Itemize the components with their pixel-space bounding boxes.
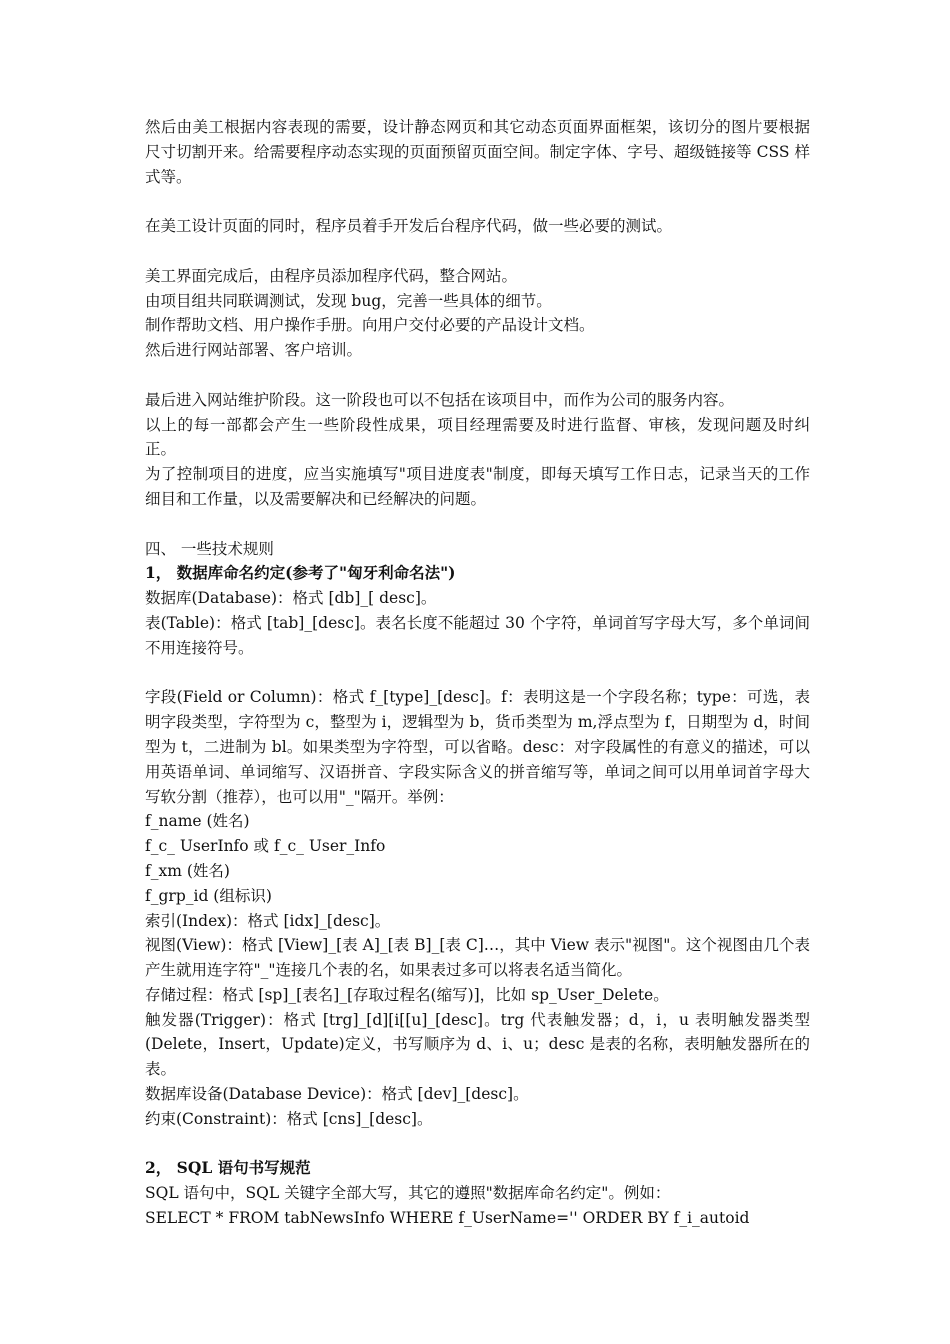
paragraph-gap: [145, 661, 810, 686]
text-line: 制作帮助文档、用户操作手册。向用户交付必要的产品设计文档。: [145, 316, 595, 335]
example-line: f_xm (姓名): [145, 861, 230, 880]
paragraph: 在美工设计页面的同时，程序员着手开发后台程序代码，做一些必要的测试。: [145, 217, 673, 236]
subsection-heading: 1， 数据库命名约定(参考了"匈牙利命名法"): [145, 563, 456, 583]
text-line: 索引(Index)：格式 [idx]_[desc]。: [145, 911, 391, 930]
text-line: 表(Table)：格式 [tab]_[desc]。表名长度不能超过 30 个字符，单词首写字母大写，多个单词间不用连接符号。: [145, 613, 810, 657]
example-line: f_c_ UserInfo 或 f_c_ User_Info: [145, 837, 386, 856]
paragraph-gap: [145, 189, 810, 214]
paragraph-gap: [145, 1132, 810, 1157]
text-line: 然后进行网站部署、客户培训。: [145, 341, 363, 360]
paragraph-gap: [145, 363, 810, 388]
text-line: 触发器(Trigger)：格式 [trg]_[d][i[[u]_[desc]。trg 代表触发器；d，i，u 表明触发器类型(Delete，Insert，Update)定义，书写顺序为 d、i、u；desc 是表的名称，表明触发器所在的表。: [145, 1010, 810, 1079]
text-line: 为了控制项目的进度，应当实施填写"项目进度表"制度，即每天填写工作日志，记录当天的工作细目和工作量，以及需要解决和已经解决的问题。: [145, 465, 810, 508]
document-page: [145, 115, 810, 1231]
paragraph: 然后由美工根据内容表现的需要，设计静态网页和其它动态页面界面框架，该切分的图片要根据尺寸切割开来。给需要程序动态实现的页面预留页面空间。制定字体、字号、超级链接等 CSS 样式等。: [145, 118, 810, 186]
text-line: 视图(View)：格式 [View]_[表 A]_[表 B]_[表 C]…，其中 View 表示"视图"。这个视图由几个表产生就用连字符"_"连接几个表的名，如果表过多可以将表名适当简化。: [145, 936, 810, 980]
text-line: 由项目组共同联调测试，发现 bug，完善一些具体的细节。: [145, 291, 552, 310]
example-line: f_grp_id (组标识): [145, 886, 272, 905]
text-line: 最后进入网站维护阶段。这一阶段也可以不包括在该项目中，而作为公司的服务内容。: [145, 390, 735, 409]
text-line: SQL 语句中，SQL 关键字全部大写，其它的遵照"数据库命名约定"。例如：: [145, 1184, 671, 1203]
text-line: 字段(Field or Column)：格式 f_[type]_[desc]。f：表明这是一个字段名称；type：可选，表明字段类型，字符型为 c，整型为 i，逻辑型为 b，货币类型为 m,浮点型为 f，日期型为 d，时间型为 t，二进制为 bl。如果类型为字符型，可以省略。desc：对字段属性的有意义的描述，可以用英语单词、单词缩写、汉语拼音、字段实际含义的拼音缩写等，单词之间可以用单词首字母大写软分割（推荐），也可以用"_"隔开。举例：: [145, 688, 810, 806]
text-line: 存储过程：格式 [sp]_[表名]_[存取过程名(缩写)]，比如 sp_User_Delete。: [145, 985, 669, 1004]
subsection-heading: 2， SQL 语句书写规范: [145, 1158, 311, 1178]
section-heading: 四、 一些技术规则: [145, 539, 274, 558]
code-line: SELECT * FROM tabNewsInfo WHERE f_UserName='' ORDER BY f_i_autoid: [145, 1209, 750, 1228]
paragraph-gap: [145, 239, 810, 264]
text-line: 以上的每一部都会产生一些阶段性成果，项目经理需要及时进行监督、审核，发现问题及时纠正。: [145, 415, 810, 459]
text-line: 数据库(Database)：格式 [db]_[ desc]。: [145, 589, 437, 608]
paragraph-gap: [145, 512, 810, 537]
example-line: f_name (姓名): [145, 812, 250, 831]
text-line: 数据库设备(Database Device)：格式 [dev]_[desc]。: [145, 1085, 529, 1104]
text-line: 美工界面完成后，由程序员添加程序代码，整合网站。: [145, 266, 518, 285]
text-line: 约束(Constraint)：格式 [cns]_[desc]。: [145, 1109, 433, 1128]
